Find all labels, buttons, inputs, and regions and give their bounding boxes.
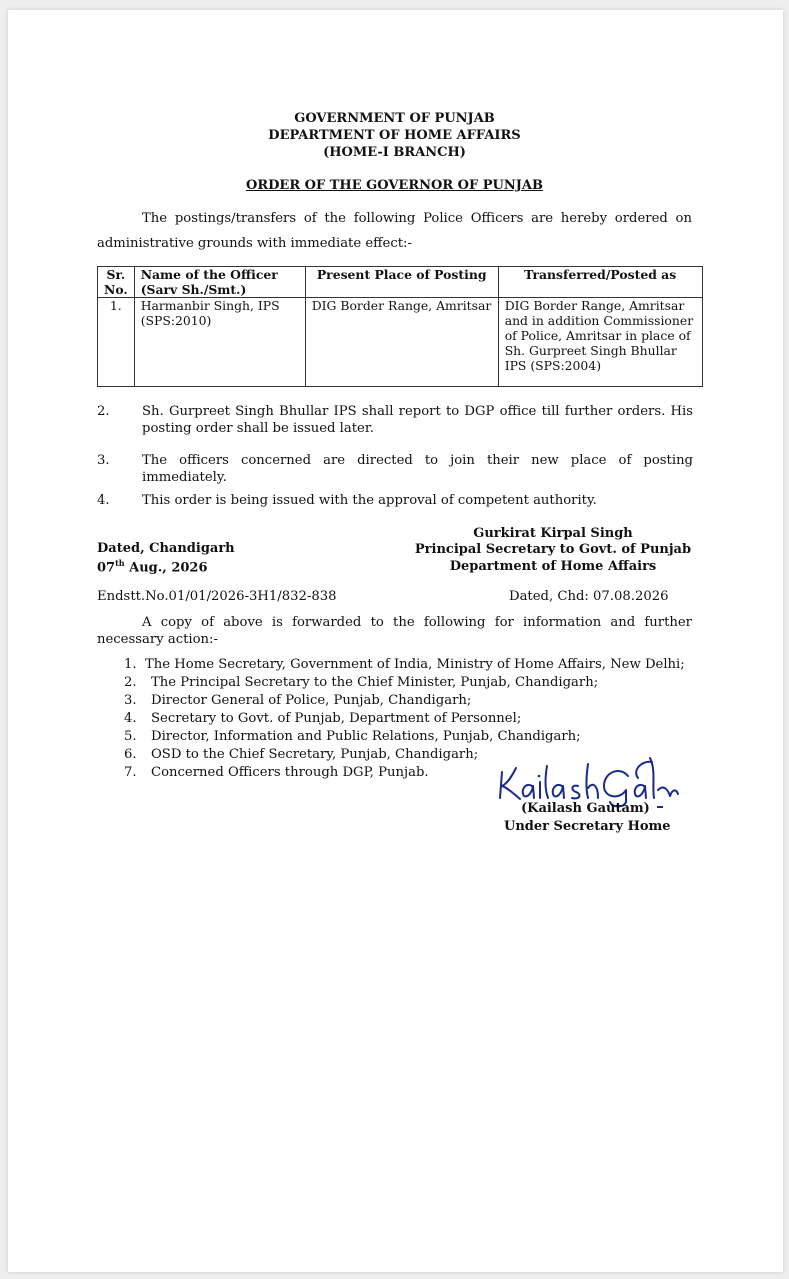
- item-text: Sh. Gurpreet Singh Bhullar IPS shall report to DGP office till further orders. His posting order shall be issued later.: [142, 404, 693, 436]
- header-line-department: DEPARTMENT OF HOME AFFAIRS: [268, 128, 521, 143]
- copy-intro: A copy of above is forwarded to the following for information and further necessary action:-: [97, 615, 692, 647]
- cell-present-posting: DIG Border Range, Amritsar: [305, 298, 498, 387]
- header-sr-no: Sr. No.: [98, 267, 135, 298]
- endorsement-date: Dated, Chd: 07.08.2026: [509, 589, 669, 604]
- signatory-department: Department of Home Affairs: [449, 559, 657, 574]
- signatory-designation: Principal Secretary to Govt. of Punjab: [414, 542, 692, 557]
- table-row: [98, 298, 703, 387]
- order-title: ORDER OF THE GOVERNOR OF PUNJAB: [246, 178, 543, 193]
- cell-transferred-as: DIG Border Range, Amritsar and in addition Commissioner of Police, Amritsar in place of Sh. Gurpreet Singh Bhullar IPS (SPS:2004): [498, 298, 702, 387]
- header-present-posting: Present Place of Posting: [305, 267, 498, 298]
- table-header-row: [98, 267, 703, 298]
- postings-table: [97, 266, 703, 387]
- ink-mark: [657, 806, 663, 808]
- under-secretary-name: (Kailash Gautam): [521, 801, 650, 816]
- item-number: 4.: [97, 493, 110, 508]
- dated-date: 07th Aug., 2026: [97, 558, 208, 576]
- cell-sr: 1.: [98, 298, 135, 387]
- header-officer-name: Name of the Officer (Sarv Sh./Smt.): [134, 267, 305, 298]
- endorsement-number: Endstt.No.01/01/2026-3H1/832-838: [97, 589, 337, 604]
- header-line-branch: (HOME-I BRANCH): [323, 145, 466, 160]
- header-transferred-as: Transferred/Posted as: [498, 267, 702, 298]
- dated-place: Dated, Chandigarh: [97, 541, 235, 556]
- header-line-government: GOVERNMENT OF PUNJAB: [294, 111, 495, 126]
- item-number: 3.: [97, 453, 110, 468]
- item-text: This order is being issued with the approval of competent authority.: [142, 493, 597, 508]
- signature-text: [495, 770, 503, 771]
- item-text: The officers concerned are directed to join their new place of posting immediately.: [142, 453, 693, 485]
- cell-officer-name: Harmanbir Singh, IPS (SPS:2010): [134, 298, 305, 387]
- intro-paragraph: The postings/transfers of the following Police Officers are hereby ordered on administrative grounds with immediate effect:-: [97, 211, 692, 251]
- signatory-name: Gurkirat Kirpal Singh: [473, 526, 633, 541]
- item-number: 2.: [97, 404, 110, 419]
- under-secretary-designation: Under Secretary Home: [504, 819, 671, 834]
